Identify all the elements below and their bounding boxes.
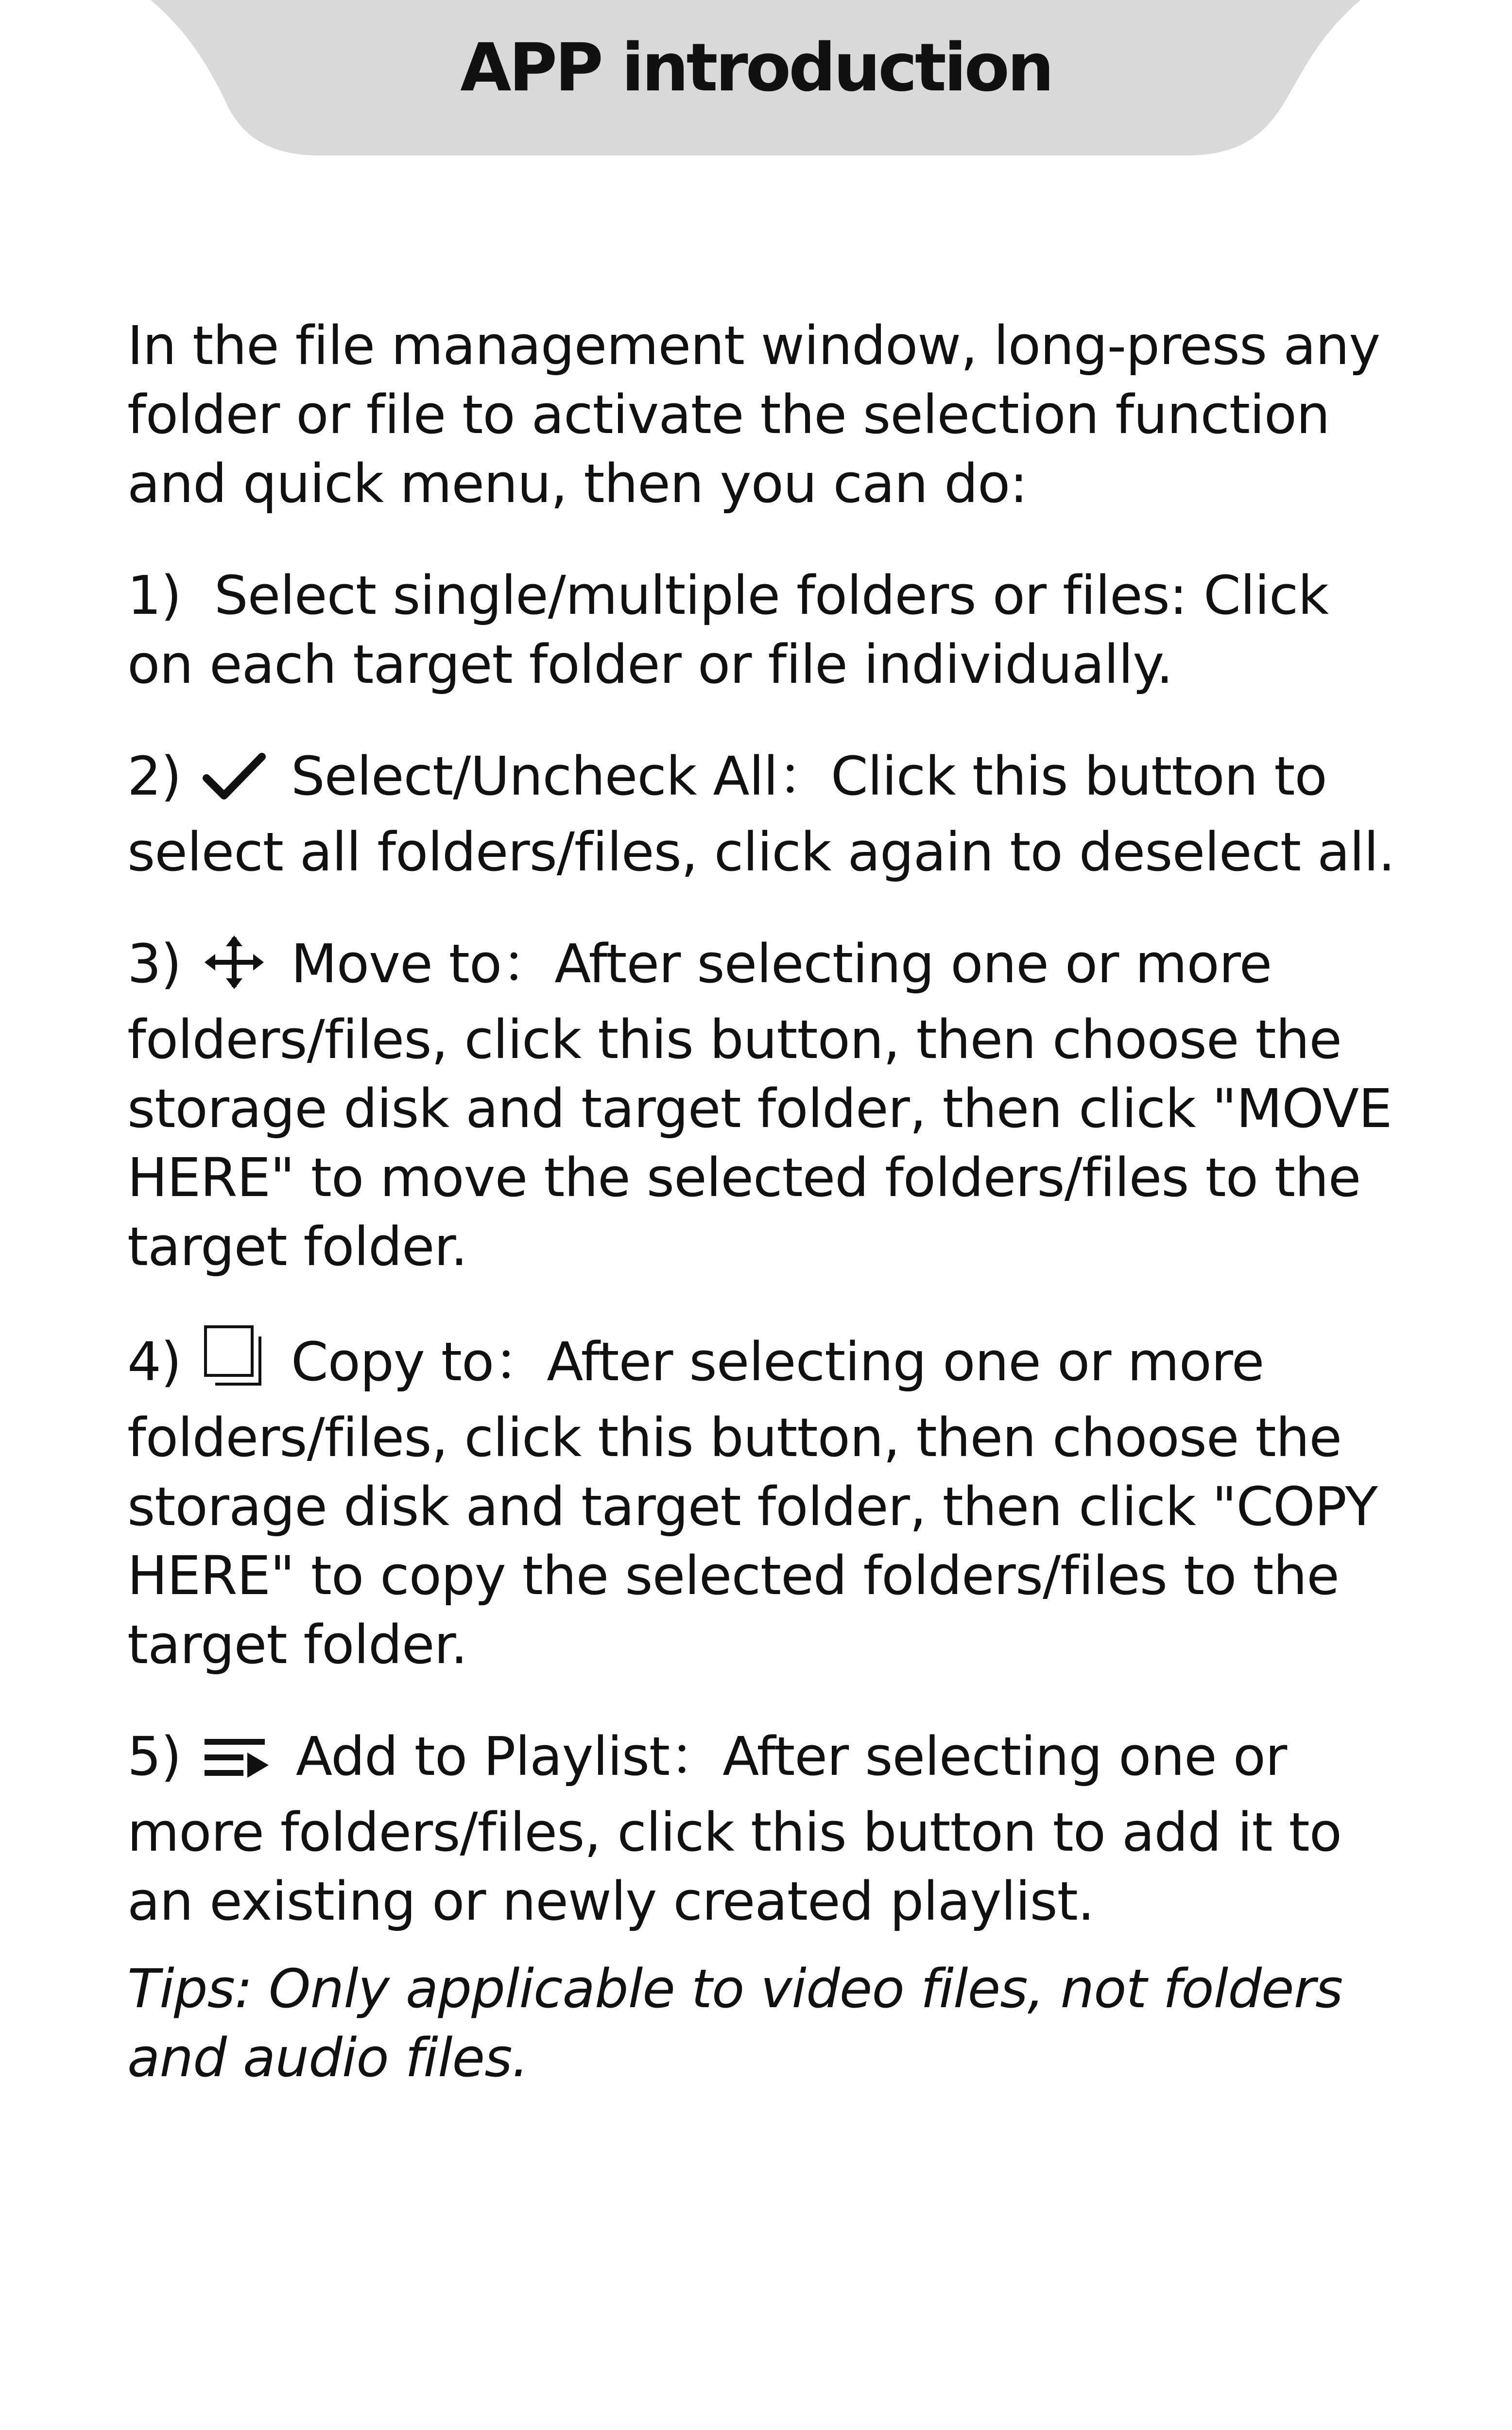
item-text: Copy to：After selecting one or more folders/files, click this button, then choose the storage disk and target folder, then click "COPY HERE" to copy the selected folders/files to the target folder. [127, 1331, 1377, 1676]
move-icon [203, 936, 266, 1005]
list-item-move [127, 929, 1410, 1281]
list-item-add-playlist [127, 1722, 1410, 1936]
intro-paragraph: In the file management window, long-press any folder or file to activate the selection function and quick menu, then you can do: [127, 314, 1380, 515]
header-tab [0, 0, 1512, 160]
item-text: Select single/multiple folders or files: Click on each target folder or file individually. [127, 564, 1329, 695]
item-number: 2) [127, 745, 181, 807]
checkmark-icon [203, 748, 266, 817]
item-number: 1) [127, 564, 181, 626]
item-text: Move to：After selecting one or more folders/files, click this button, then choose the storage disk and target folder, then click "MOVE HERE" to move the selected folders/files to the target folder. [127, 933, 1392, 1278]
page-title: APP introduction [460, 30, 1052, 106]
intro-content [127, 311, 1410, 2135]
list-item-select-all [127, 742, 1410, 886]
list-item-select [127, 561, 1410, 699]
tips-note: Tips: Only applicable to video files, not folders and audio files. [127, 1958, 1343, 2089]
item-number: 5) [127, 1725, 181, 1788]
item-number: 3) [127, 933, 181, 995]
item-number: 4) [127, 1331, 181, 1393]
item-text: Add to Playlist：After selecting one or more folders/files, click this button to add it to an existing or newly created playlist. [127, 1725, 1342, 1932]
item-text: Select/Uncheck All：Click this button to select all folders/files, click again to deselect all. [127, 745, 1395, 883]
playlist-add-icon [203, 1729, 271, 1798]
copy-icon [203, 1324, 266, 1403]
list-item-copy [127, 1324, 1410, 1679]
